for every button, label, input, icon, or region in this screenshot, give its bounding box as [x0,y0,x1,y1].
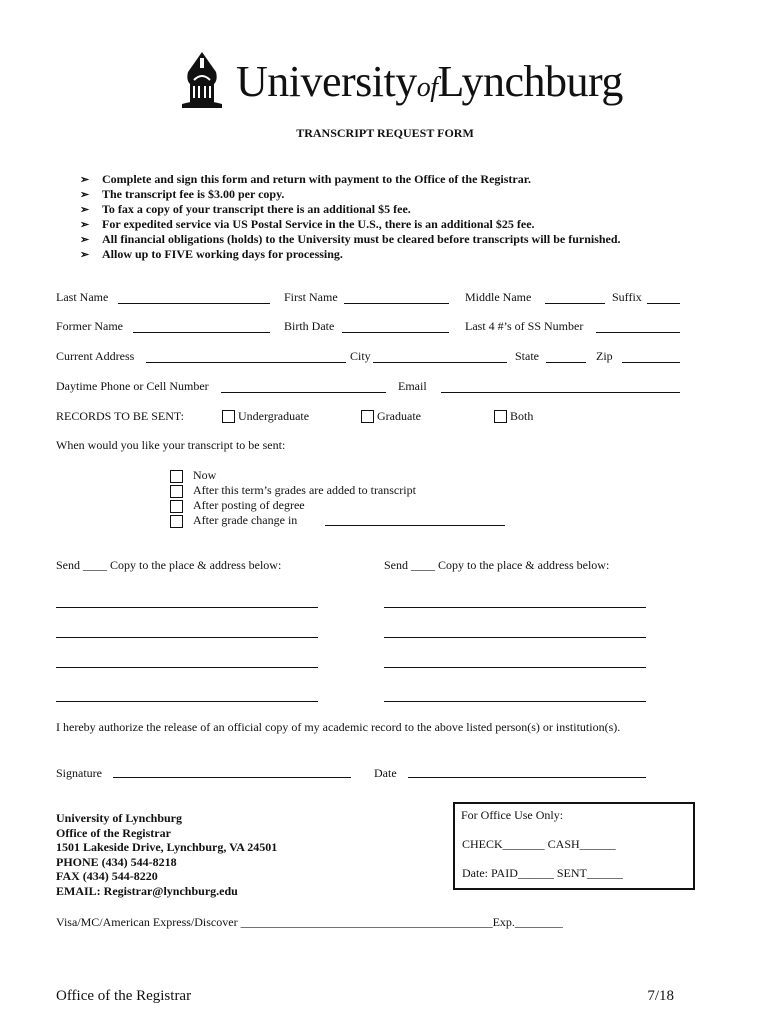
send-left-label: Send ____ Copy to the place & address below: [56,558,282,572]
suffix-label: Suffix [612,290,642,304]
registrar-contact-block [56,811,277,898]
date-field[interactable] [408,777,646,778]
graduate-label: Graduate [377,409,421,423]
contact-line: PHONE (434) 544-8218 [56,854,177,869]
former-name-label: Former Name [56,319,123,333]
instruction-item: ➢ For expedited service via US Postal Service in the U.S., there is an additional $25 fee. [80,217,535,231]
both-checkbox[interactable] [494,410,507,423]
address-left-line-3[interactable] [56,667,318,668]
send-right-label: Send ____ Copy to the place & address below: [384,558,610,572]
now-checkbox[interactable] [170,470,183,483]
last-name-field[interactable] [118,303,270,304]
instruction-item: ➢ Allow up to FIVE working days for processing. [80,247,343,261]
both-label: Both [510,409,534,423]
birth-date-label: Birth Date [284,319,335,333]
office-date-paid-sent: Date: PAID______ SENT______ [462,866,623,880]
date-label: Date [374,766,397,780]
phone-label: Daytime Phone or Cell Number [56,379,209,393]
contact-line: FAX (434) 544-8220 [56,869,158,883]
instruction-item: ➢ Complete and sign this form and return with payment to the Office of the Registrar. [80,172,531,186]
former-name-field[interactable] [133,332,270,333]
signature-label: Signature [56,766,102,780]
last-name-label: Last Name [56,290,109,304]
payment-card-line[interactable]: Visa/MC/American Express/Discover __________________________________________Exp.________ [56,915,563,929]
state-field[interactable] [546,362,586,363]
city-field[interactable] [373,362,507,363]
after-grades-checkbox[interactable] [170,485,183,498]
address-right-line-2[interactable] [384,637,646,638]
after-degree-checkbox[interactable] [170,500,183,513]
arrow-bullet-icon: ➢ [80,249,90,261]
undergraduate-checkbox[interactable] [222,410,235,423]
records-label: RECORDS TO BE SENT: [56,409,184,423]
address-right-line-3[interactable] [384,667,646,668]
wordmark-end: Lynchburg [437,57,623,106]
university-logo [178,50,623,114]
grade-change-course-field[interactable] [325,525,505,526]
wordmark-of: of [416,72,438,103]
zip-label: Zip [596,349,613,363]
phone-field[interactable] [221,392,386,393]
contact-line: 1501 Lakeside Drive, Lynchburg, VA 24501 [56,840,278,854]
instruction-item: ➢ All financial obligations (holds) to the University must be cleared before transcripts will be furnished. [80,232,621,246]
middle-name-label: Middle Name [465,290,532,304]
university-wordmark [236,56,623,107]
arrow-bullet-icon: ➢ [80,219,90,231]
suffix-field[interactable] [647,303,680,304]
state-label: State [515,349,539,363]
arrow-bullet-icon: ➢ [80,189,90,201]
when-question: When would you like your transcript to be sent: [56,438,286,452]
ss-last4-label: Last 4 #’s of SS Number [465,319,584,333]
after-grade-change-checkbox[interactable] [170,515,183,528]
graduate-checkbox[interactable] [361,410,374,423]
form-title: TRANSCRIPT REQUEST FORM [296,126,474,140]
zip-field[interactable] [622,362,680,363]
email-field[interactable] [441,392,680,393]
contact-line: EMAIL: Registrar@lynchburg.edu [56,883,238,898]
arrow-bullet-icon: ➢ [80,234,90,246]
wordmark-main: University [236,57,417,106]
address-right-line-1[interactable] [384,607,646,608]
contact-line: University of Lynchburg [56,811,183,825]
email-label: Email [398,379,427,393]
instruction-item: ➢ To fax a copy of your transcript there is an additional $5 fee. [80,202,411,216]
address-left-line-4[interactable] [56,701,318,702]
footer-revision: 7/18 [647,988,674,1004]
first-name-label: First Name [284,290,338,304]
current-address-field[interactable] [146,362,346,363]
instruction-item: ➢ The transcript fee is $3.00 per copy. [80,187,285,201]
office-use-box [453,802,695,890]
birth-date-field[interactable] [342,332,449,333]
office-use-title: For Office Use Only: [461,808,564,822]
current-address-label: Current Address [56,349,135,363]
instructions-list [80,172,621,262]
city-label: City [350,349,371,363]
footer-office: Office of the Registrar [56,988,192,1004]
office-check-cash: CHECK_______ CASH______ [462,837,616,851]
authorization-text: I hereby authorize the release of an official copy of my academic record to the above listed person(s) or institution(s). [56,720,621,734]
ss-last4-field[interactable] [596,332,680,333]
arrow-bullet-icon: ➢ [80,204,90,216]
address-left-line-1[interactable] [56,607,318,608]
university-tower-logo-icon [178,50,226,110]
undergraduate-label: Undergraduate [238,409,310,423]
arrow-bullet-icon: ➢ [80,174,90,186]
address-left-line-2[interactable] [56,637,318,638]
signature-field[interactable] [113,777,351,778]
middle-name-field[interactable] [545,303,605,304]
first-name-field[interactable] [344,303,449,304]
contact-line: Office of the Registrar [56,825,171,840]
address-right-line-4[interactable] [384,701,646,702]
